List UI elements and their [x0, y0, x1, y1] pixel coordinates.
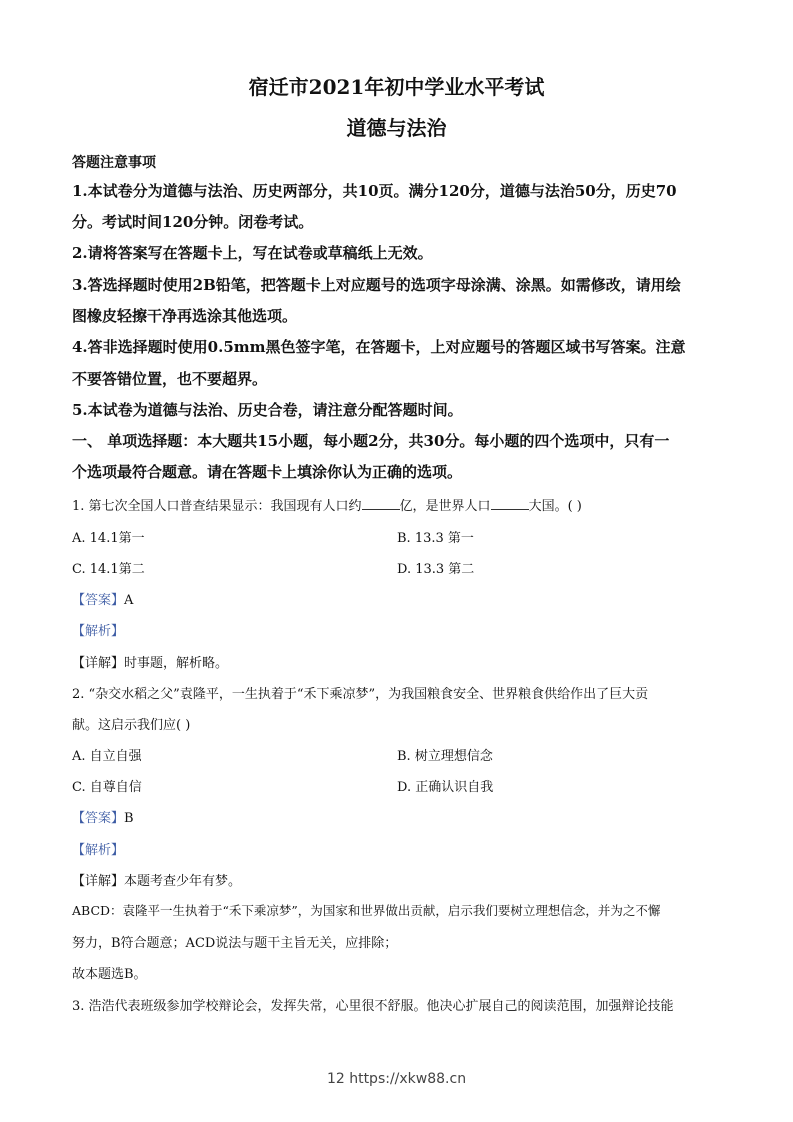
q1-option-b: B. 13.3 第一: [397, 531, 474, 546]
q1-detail-tag: 【详解】: [72, 656, 125, 671]
q2-explanation: ABCD：袁隆平一生执着于“禾下乘凉梦”，为国家和世界做出贡献，启示我们要树立理想信念，并为之不懈: [72, 903, 661, 918]
q2-answer-value: B: [124, 811, 134, 826]
note-item-3-cont: 图橡皮轻擦干净再选涂其他选项。: [72, 307, 298, 325]
question-2-stem: 2. “杂交水稻之父”袁隆平，一生执着于“禾下乘凉梦”，为我国粮食安全、世界粮食供给作出了巨大贡: [72, 687, 649, 702]
q1-option-a: A. 14.1第一: [72, 531, 145, 546]
q1-stem-part-b: 亿，是世界人口: [399, 499, 491, 514]
q2-detail-tag: 【详解】: [72, 874, 125, 889]
question-3-stem: 3. 浩浩代表班级参加学校辩论会，发挥失常，心里很不舒服。他决心扩展自己的阅读范围，加强辩论技能: [72, 999, 674, 1014]
q2-explanation-cont: 努力，B符合题意；ACD说法与题干主旨无关，应排除；: [72, 936, 398, 951]
exam-title: 宿迁市2021年初中学业水平考试: [248, 75, 545, 99]
section-heading-cont: 个选项最符合题意。请在答题卡上填涂你认为正确的选项。: [72, 463, 463, 481]
notes-heading: 答题注意事项: [72, 155, 156, 171]
q1-answer-value: A: [124, 593, 134, 608]
note-item-4-cont: 不要答错位置，也不要超界。: [72, 370, 268, 388]
q1-answer-tag: 【答案】: [72, 593, 125, 608]
note-item-1-cont: 分。考试时间120分钟。闭卷考试。: [72, 213, 314, 231]
q1-stem-part-c: 大国。( ): [528, 499, 582, 514]
q2-option-a: A. 自立自强: [72, 749, 142, 764]
q1-option-d: D. 13.3 第二: [397, 562, 475, 577]
section-heading: 一、 单项选择题：本大题共15小题，每小题2分，共30分。每小题的四个选项中，只有一: [72, 432, 670, 450]
subject-title: 道德与法治: [346, 116, 447, 140]
q1-detail-text: 时事题，解析略。: [124, 656, 229, 671]
q1-answer: [72, 589, 133, 608]
q1-analysis-tag: 【解析】: [72, 624, 125, 639]
question-1-stem: [72, 495, 582, 514]
q2-detail-text: 本题考查少年有梦。: [124, 874, 242, 889]
note-item-2: 2.请将答案写在答题卡上，写在试卷或草稿纸上无效。: [72, 244, 433, 262]
question-2-stem-cont: 献。这启示我们应( ): [72, 718, 191, 733]
q2-option-c: C. 自尊自信: [72, 780, 142, 795]
q1-stem-part-a: 1. 第七次全国人口普查结果显示：我国现有人口约: [72, 499, 362, 514]
q1-blank-1: [362, 498, 400, 510]
q2-detail: [72, 870, 241, 889]
q2-conclusion: 故本题选B。: [72, 967, 147, 982]
q2-option-d: D. 正确认识自我: [397, 780, 494, 795]
page-footer: 12 https://xkw88.cn: [326, 1071, 467, 1087]
q2-option-b: B. 树立理想信念: [397, 749, 493, 764]
note-item-5: 5.本试卷为道德与法治、历史合卷，请注意分配答题时间。: [72, 401, 463, 419]
q2-analysis-tag: 【解析】: [72, 843, 125, 858]
q2-answer-tag: 【答案】: [72, 811, 125, 826]
note-item-3: 3.答选择题时使用2B铅笔，把答题卡上对应题号的选项字母涂满、涂黑。如需修改，请用绘: [72, 276, 681, 294]
note-item-4: 4.答非选择题时使用0.5mm黑色签字笔，在答题卡，上对应题号的答题区域书写答案。注意: [72, 338, 686, 356]
q1-blank-2: [491, 498, 529, 510]
q1-option-c: C. 14.1第二: [72, 562, 145, 577]
q2-answer: [72, 807, 134, 826]
note-item-1: 1.本试卷分为道德与法治、历史两部分，共10页。满分120分，道德与法治50分，历史70: [72, 182, 677, 200]
q1-detail: [72, 652, 228, 671]
